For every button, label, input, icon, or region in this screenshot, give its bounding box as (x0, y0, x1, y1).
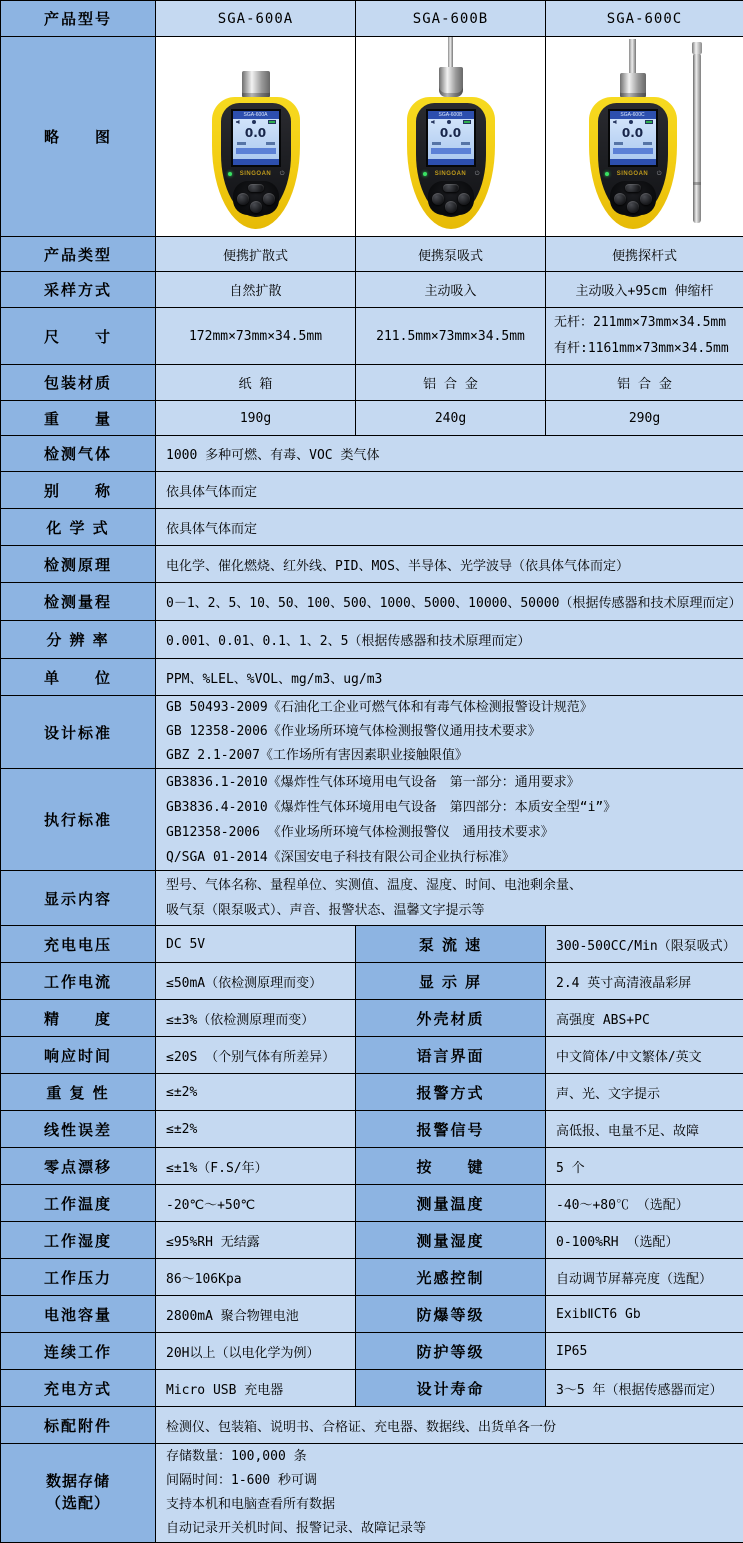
table-row (1, 769, 743, 871)
row-label: 设计寿命 (356, 1370, 546, 1407)
cell-value: 便携泵吸式 (356, 237, 546, 272)
screen-statusbar (428, 159, 474, 165)
cell-value: 240g (356, 401, 546, 436)
lcd-screen (231, 109, 281, 167)
row-label: 采样方式 (1, 272, 156, 308)
row-label: 数据存储 （选配） (1, 1444, 156, 1543)
screen-statusbar (610, 159, 656, 165)
cell-value: Micro USB 充电器 (156, 1370, 356, 1407)
row-label: 泵 流 速 (356, 926, 546, 963)
table-row (1, 401, 743, 436)
detector-body (589, 97, 677, 229)
model-name-b: SGA-600B (356, 1, 546, 37)
cell-value: ≤±2% (156, 1111, 356, 1148)
model-name-c: SGA-600C (546, 1, 743, 37)
row-label: 工作湿度 (1, 1222, 156, 1259)
row-label: 充电电压 (1, 926, 156, 963)
table-row (1, 1074, 743, 1111)
right-button-icon (263, 193, 275, 205)
cell-value: 211.5mm×73mm×34.5mm (356, 308, 546, 365)
row-label: 充电方式 (1, 1370, 156, 1407)
cell-value: ≤50mA（依检测原理而变） (156, 963, 356, 1000)
enter-button-icon (445, 201, 457, 213)
cell-value: 型号、气体名称、量程单位、实测值、温度、湿度、时间、电池剩余量、 吸气泵（限泵吸式）、声音、报警状态、温馨文字提示等 (156, 871, 743, 926)
right-button-icon (458, 193, 470, 205)
table-row (1, 871, 743, 926)
table-row (1, 1, 743, 37)
sensor-cap (439, 67, 463, 97)
row-label: 工作电流 (1, 963, 156, 1000)
table-row (1, 509, 743, 546)
table-row (1, 696, 743, 769)
cell-value: 3～5 年（根据传感器而定） (546, 1370, 743, 1407)
table-row (1, 237, 743, 272)
cell-value: 铝 合 金 (546, 365, 743, 401)
fan-icon (252, 120, 256, 124)
table-row (1, 546, 743, 583)
cell-value: 电化学、催化燃烧、红外线、PID、MOS、半导体、光学波导（依具体气体而定） (156, 546, 743, 583)
keypad (610, 181, 656, 215)
screen-highlight-row (431, 148, 471, 154)
cell-value: -40～+80℃ （选配） (546, 1185, 743, 1222)
menu-button-icon (625, 184, 641, 192)
row-label: 报警信号 (356, 1111, 546, 1148)
speaker-icon (613, 120, 617, 124)
screen-title: SGA-600B (428, 111, 474, 119)
cell-value: 依具体气体而定 (156, 509, 743, 546)
power-icon: ⏻ (280, 171, 285, 177)
cell-value: 便携探杆式 (546, 237, 743, 272)
row-label: 防护等级 (356, 1333, 546, 1370)
table-row (1, 963, 743, 1000)
row-label: 报警方式 (356, 1074, 546, 1111)
cell-value: 无杆：211mm×73mm×34.5mm 有杆:1161mm×73mm×34.5mm (546, 308, 743, 365)
gas-detector-illustration (212, 71, 300, 229)
cell-value: 1000 多种可燃、有毒、VOC 类气体 (156, 436, 743, 472)
cell-value: 0－1、2、5、10、50、100、500、1000、5000、10000、50000（根据传感器和技术原理而定） (156, 583, 743, 621)
front-panel (416, 103, 486, 217)
row-label: 测量温度 (356, 1185, 546, 1222)
row-label: 检测气体 (1, 436, 156, 472)
telescopic-rod (693, 53, 701, 223)
pump-probe (629, 39, 636, 73)
cell-value: DC 5V (156, 926, 356, 963)
sensor-cap (242, 71, 270, 97)
table-row (1, 1185, 743, 1222)
screen-status-icons (233, 119, 279, 126)
sensor-cap (620, 73, 646, 97)
product-image-cell-a (156, 37, 356, 237)
cell-value: 自然扩散 (156, 272, 356, 308)
lcd-screen (608, 109, 658, 167)
row-label: 精 度 (1, 1000, 156, 1037)
battery-icon (268, 120, 276, 124)
row-label: 连续工作 (1, 1333, 156, 1370)
battery-icon (463, 120, 471, 124)
screen-data-row (233, 141, 279, 147)
left-button-icon (237, 193, 249, 205)
brand-label: SINGOAN (617, 171, 649, 177)
cell-value: 便携扩散式 (156, 237, 356, 272)
front-panel (598, 103, 668, 217)
detector-body (407, 97, 495, 229)
row-label: 语言界面 (356, 1037, 546, 1074)
brand-label: SINGOAN (435, 171, 467, 177)
table-row (1, 308, 743, 365)
table-row (1, 1111, 743, 1148)
cell-value: ≤±3%（依检测原理而变） (156, 1000, 356, 1037)
cell-value: IP65 (546, 1333, 743, 1370)
cell-value: 86～106Kpa (156, 1259, 356, 1296)
product-image-cell-c (546, 37, 743, 237)
table-row (1, 1037, 743, 1074)
table-row (1, 659, 743, 696)
power-icon: ⏻ (657, 171, 662, 177)
row-label: 电池容量 (1, 1296, 156, 1333)
screen-reading: 0.0 (428, 126, 474, 141)
table-row (1, 621, 743, 659)
lcd-screen (426, 109, 476, 167)
row-label: 单 位 (1, 659, 156, 696)
pump-probe (448, 37, 453, 67)
cell-value: GB 50493-2009《石油化工企业可燃气体和有毒气体检测报警设计规范》 GB 12358-2006《作业场所环境气体检测报警仪通用技术要求》 GBZ 2.1-2007《工作场所有害因素职业接触限值》 (156, 696, 743, 769)
cell-value: 高低报、电量不足、故障 (546, 1111, 743, 1148)
cell-value: 纸 箱 (156, 365, 356, 401)
front-panel (221, 103, 291, 217)
screen-reading: 0.0 (610, 126, 656, 141)
led-indicator (228, 172, 232, 176)
left-button-icon (432, 193, 444, 205)
row-label: 尺 寸 (1, 308, 156, 365)
keypad (428, 181, 474, 215)
cell-value: 20H以上（以电化学为例） (156, 1333, 356, 1370)
cell-value: GB3836.1-2010《爆炸性气体环境用电气设备 第一部分：通用要求》 GB3836.4-2010《爆炸性气体环境用电气设备 第四部分：本质安全型“i”》 GB12358-2006 《作业场所环境气体检测报警仪 通用技术要求》 Q/SGA 01-2014《深国安电子科技有限公司企业执行标准》 (156, 769, 743, 871)
gas-detector-illustration (589, 39, 677, 229)
cell-value: 检测仪、包装箱、说明书、合格证、充电器、数据线、出货单各一份 (156, 1407, 743, 1444)
cell-value: 300-500CC/Min（限泵吸式） (546, 926, 743, 963)
table-row (1, 1000, 743, 1037)
row-label: 别 称 (1, 472, 156, 509)
cell-value: 主动吸入+95cm 伸缩杆 (546, 272, 743, 308)
row-label-sketch: 略 图 (1, 37, 156, 237)
row-label: 工作温度 (1, 1185, 156, 1222)
cell-value: 0.001、0.01、0.1、1、2、5（根据传感器和技术原理而定） (156, 621, 743, 659)
cell-value: ≤±1%（F.S/年） (156, 1148, 356, 1185)
cell-value: 190g (156, 401, 356, 436)
brand-row (598, 169, 668, 180)
menu-button-icon (443, 184, 459, 192)
row-label: 重 复 性 (1, 1074, 156, 1111)
table-row (1, 1333, 743, 1370)
brand-row (416, 169, 486, 180)
row-label: 测量湿度 (356, 1222, 546, 1259)
row-label: 化 学 式 (1, 509, 156, 546)
cell-value: 2800mA 聚合物锂电池 (156, 1296, 356, 1333)
row-label: 执行标准 (1, 769, 156, 871)
row-label: 显示内容 (1, 871, 156, 926)
table-row (1, 37, 743, 237)
led-indicator (605, 172, 609, 176)
screen-reading: 0.0 (233, 126, 279, 141)
cell-value: 290g (546, 401, 743, 436)
speaker-icon (236, 120, 240, 124)
brand-label: SINGOAN (240, 171, 272, 177)
table-row (1, 272, 743, 308)
menu-button-icon (248, 184, 264, 192)
left-button-icon (614, 193, 626, 205)
cell-value: 铝 合 金 (356, 365, 546, 401)
screen-statusbar (233, 159, 279, 165)
cell-value: PPM、%LEL、%VOL、mg/m3、ug/m3 (156, 659, 743, 696)
row-label: 分 辨 率 (1, 621, 156, 659)
row-label: 外壳材质 (356, 1000, 546, 1037)
right-button-icon (640, 193, 652, 205)
model-name-a: SGA-600A (156, 1, 356, 37)
led-indicator (423, 172, 427, 176)
cell-value: ≤20S （个别气体有所差异） (156, 1037, 356, 1074)
cell-value: ExibⅡCT6 Gb (546, 1296, 743, 1333)
table-row (1, 472, 743, 509)
row-label-model: 产品型号 (1, 1, 156, 37)
cell-value: 2.4 英寸高清液晶彩屏 (546, 963, 743, 1000)
table-row (1, 1407, 743, 1444)
row-label: 重 量 (1, 401, 156, 436)
product-image-cell-b (356, 37, 546, 237)
row-label: 工作压力 (1, 1259, 156, 1296)
row-label: 零点漂移 (1, 1148, 156, 1185)
cell-value: 依具体气体而定 (156, 472, 743, 509)
row-label: 检测原理 (1, 546, 156, 583)
battery-icon (645, 120, 653, 124)
row-label: 产品类型 (1, 237, 156, 272)
table-row (1, 365, 743, 401)
row-label: 防爆等级 (356, 1296, 546, 1333)
table-row (1, 1259, 743, 1296)
table-row (1, 583, 743, 621)
cell-value: -20℃～+50℃ (156, 1185, 356, 1222)
cell-value: 中文简体/中文繁体/英文 (546, 1037, 743, 1074)
cell-value: ≤95%RH 无结露 (156, 1222, 356, 1259)
row-label: 设计标准 (1, 696, 156, 769)
cell-value: 高强度 ABS+PC (546, 1000, 743, 1037)
cell-value: 5 个 (546, 1148, 743, 1185)
screen-highlight-row (236, 148, 276, 154)
screen-title: SGA-600C (610, 111, 656, 119)
cell-value: 存储数量：100,000 条 间隔时间：1-600 秒可调 支持本机和电脑查看所有数据 自动记录开关机时间、报警记录、故障记录等 (156, 1444, 743, 1543)
row-label: 线性误差 (1, 1111, 156, 1148)
table-row (1, 926, 743, 963)
screen-data-row (610, 141, 656, 147)
cell-value: 主动吸入 (356, 272, 546, 308)
table-row (1, 1370, 743, 1407)
table-row (1, 1296, 743, 1333)
speaker-icon (431, 120, 435, 124)
cell-value: 0-100%RH （选配） (546, 1222, 743, 1259)
screen-highlight-row (613, 148, 653, 154)
row-label: 响应时间 (1, 1037, 156, 1074)
row-label: 包装材质 (1, 365, 156, 401)
table-row (1, 1148, 743, 1185)
table-row (1, 1444, 743, 1543)
fan-icon (447, 120, 451, 124)
enter-button-icon (250, 201, 262, 213)
screen-title: SGA-600A (233, 111, 279, 119)
cell-value: 自动调节屏幕亮度（选配） (546, 1259, 743, 1296)
row-label: 检测量程 (1, 583, 156, 621)
power-icon: ⏻ (475, 171, 480, 177)
enter-button-icon (627, 201, 639, 213)
table-row (1, 436, 743, 472)
row-label: 光感控制 (356, 1259, 546, 1296)
row-label: 按 键 (356, 1148, 546, 1185)
row-label: 显 示 屏 (356, 963, 546, 1000)
brand-row (221, 169, 291, 180)
screen-status-icons (428, 119, 474, 126)
cell-value: 声、光、文字提示 (546, 1074, 743, 1111)
detector-body (212, 97, 300, 229)
gas-detector-illustration (407, 37, 495, 229)
screen-data-row (428, 141, 474, 147)
row-label: 标配附件 (1, 1407, 156, 1444)
fan-icon (629, 120, 633, 124)
table-row (1, 1222, 743, 1259)
cell-value: ≤±2% (156, 1074, 356, 1111)
cell-value: 172mm×73mm×34.5mm (156, 308, 356, 365)
screen-status-icons (610, 119, 656, 126)
keypad (233, 181, 279, 215)
